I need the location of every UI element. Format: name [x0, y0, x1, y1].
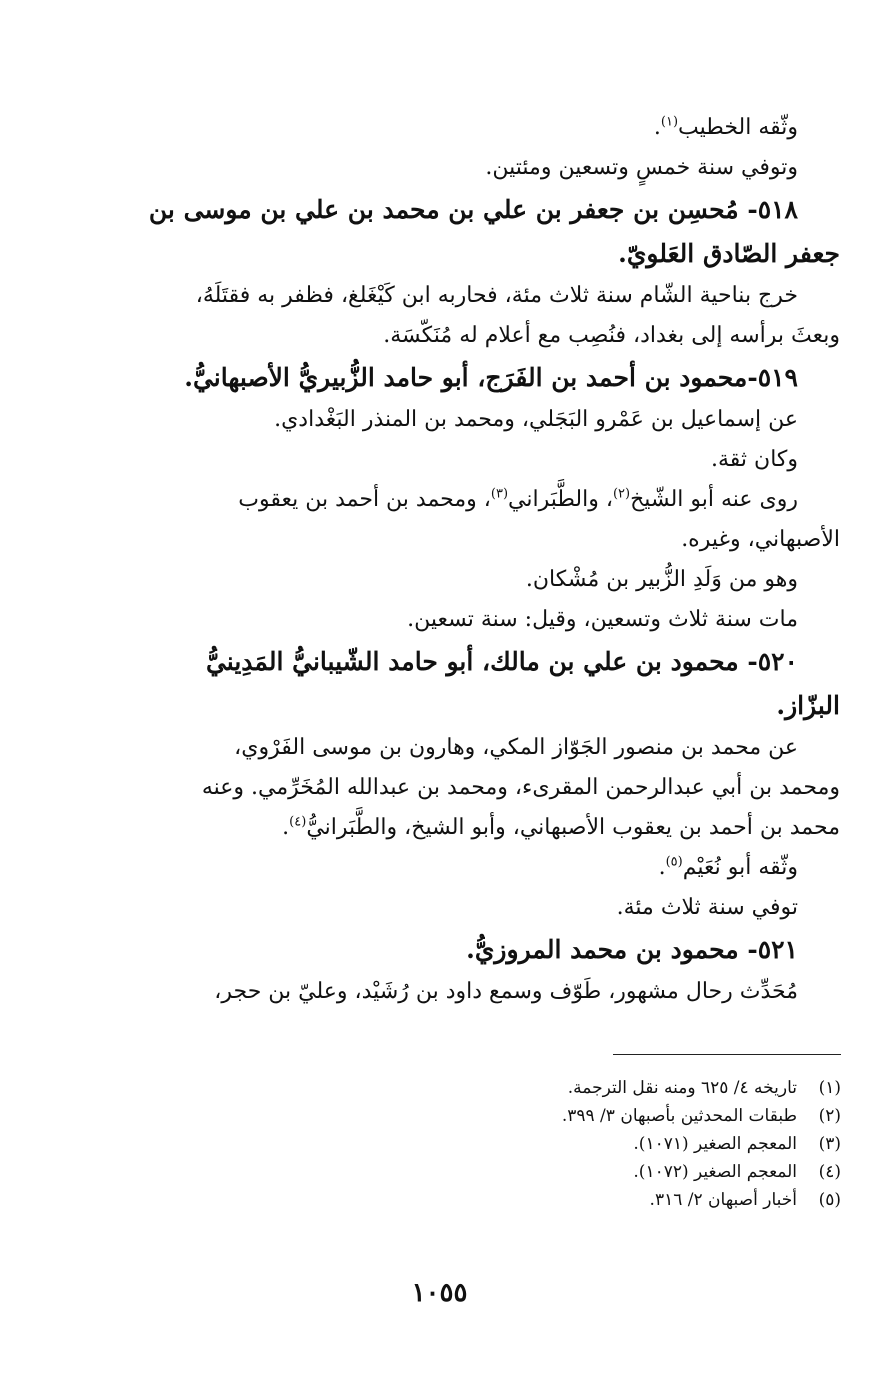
- text-segment: محمد بن أحمد بن يعقوب الأصبهاني، وأبو الشيخ، والطَّبَرانيُّ: [306, 815, 840, 840]
- entry-heading: ٥٢١- محمود بن محمد المروزيُّ.: [466, 935, 798, 964]
- footnote-number: (٢): [818, 1106, 841, 1126]
- footnote-text: المعجم الصغير (١٠٧١).: [633, 1134, 797, 1154]
- text-line: [118, 848, 840, 888]
- text-line: مُحَدِّث رحال مشهور، طَوّف وسمع داود بن رُشَيْد، وعليّ بن حجر،: [214, 979, 798, 1004]
- footnote-ref[interactable]: (٢): [612, 486, 631, 502]
- text-line: خرج بناحية الشّام سنة ثلاث مئة، فحاربه ابن كَيْغَلغ، فظفر به فقتَلَهُ،: [195, 283, 798, 308]
- text-segment: وثّقه الخطيب: [678, 115, 798, 140]
- text-segment: روى عنه أبو الشّيخ: [630, 487, 798, 512]
- text-segment: .: [653, 115, 661, 140]
- entry-heading: البزّاز.: [776, 691, 840, 720]
- text-line: وهو من وَلَدِ الزُّبير بن مُشْكان.: [525, 567, 798, 592]
- footnote-number: (١): [818, 1078, 841, 1098]
- footnote-divider: [613, 1054, 841, 1055]
- footnote-number: (٥): [818, 1190, 841, 1210]
- footnote-item: [341, 1074, 841, 1102]
- text-line: عن إسماعيل بن عَمْرو البَجَلي، ومحمد بن المنذر البَغْدادي.: [274, 407, 798, 432]
- footnote-ref[interactable]: (١): [660, 114, 679, 130]
- footnote-ref[interactable]: (٤): [289, 814, 307, 830]
- text-line: توفي سنة ثلاث مئة.: [616, 895, 798, 920]
- footnote-text: أخبار أصبهان ٢/ ٣١٦.: [649, 1190, 797, 1210]
- footnote-item: [341, 1186, 841, 1214]
- entry-heading: ٥١٨- مُحسِن بن جعفر بن علي بن محمد بن علي بن موسى بن: [148, 195, 798, 224]
- text-line: مات سنة ثلاث وتسعين، وقيل: سنة تسعين.: [407, 607, 798, 632]
- text-line: الأصبهاني، وغيره.: [681, 527, 840, 552]
- entry-heading: ٥١٩-محمود بن أحمد بن الفَرَج، أبو حامد الزُّبيريُّ الأصبهانيُّ.: [184, 363, 798, 392]
- footnote-text: تاريخه ٤/ ٦٢٥ ومنه نقل الترجمة.: [567, 1078, 797, 1098]
- text-segment: ، ومحمد بن أحمد بن يعقوب: [238, 487, 491, 512]
- entry-heading: ٥٢٠- محمود بن علي بن مالك، أبو حامد الشّيبانيُّ المَدِينيُّ: [205, 647, 798, 676]
- text-segment: .: [658, 855, 666, 880]
- text-line: [118, 108, 840, 148]
- footnote-item: [341, 1102, 841, 1130]
- footnote-number: (٤): [818, 1162, 841, 1182]
- page-body: [118, 108, 840, 1012]
- text-line: عن محمد بن منصور الجَوّاز المكي، وهارون بن موسى الفَرْوي،: [234, 735, 798, 760]
- text-segment: وثّقه أبو نُعَيْم: [682, 855, 798, 880]
- text-line: [118, 808, 840, 848]
- footnote-item: [341, 1158, 841, 1186]
- footnote-number: (٣): [818, 1134, 841, 1154]
- footnote-item: [341, 1130, 841, 1158]
- text-segment: ، والطَّبَراني: [508, 487, 613, 512]
- footnote-ref[interactable]: (٥): [665, 854, 683, 870]
- page-number: ١٠٥٥: [411, 1278, 468, 1308]
- entry-heading: جعفر الصّادق العَلويّ.: [618, 239, 840, 268]
- footnote-text: المعجم الصغير (١٠٧٢).: [633, 1162, 797, 1182]
- text-line: وتوفي سنة خمسٍ وتسعين ومئتين.: [485, 155, 798, 180]
- text-line: وكان ثقة.: [711, 447, 798, 472]
- text-segment: .: [282, 815, 290, 840]
- footnote-ref[interactable]: (٣): [490, 486, 509, 502]
- text-line: وبعثَ برأسه إلى بغداد، فنُصِب مع أعلام له مُنَكّسَة.: [383, 323, 840, 348]
- footnote-text: طبقات المحدثين بأصبهان ٣/ ٣٩٩.: [561, 1106, 797, 1126]
- text-line: [118, 480, 840, 520]
- footnotes: [341, 1074, 841, 1214]
- text-line: ومحمد بن أبي عبدالرحمن المقرىء، ومحمد بن عبدالله المُخَرِّمي. وعنه: [201, 775, 840, 800]
